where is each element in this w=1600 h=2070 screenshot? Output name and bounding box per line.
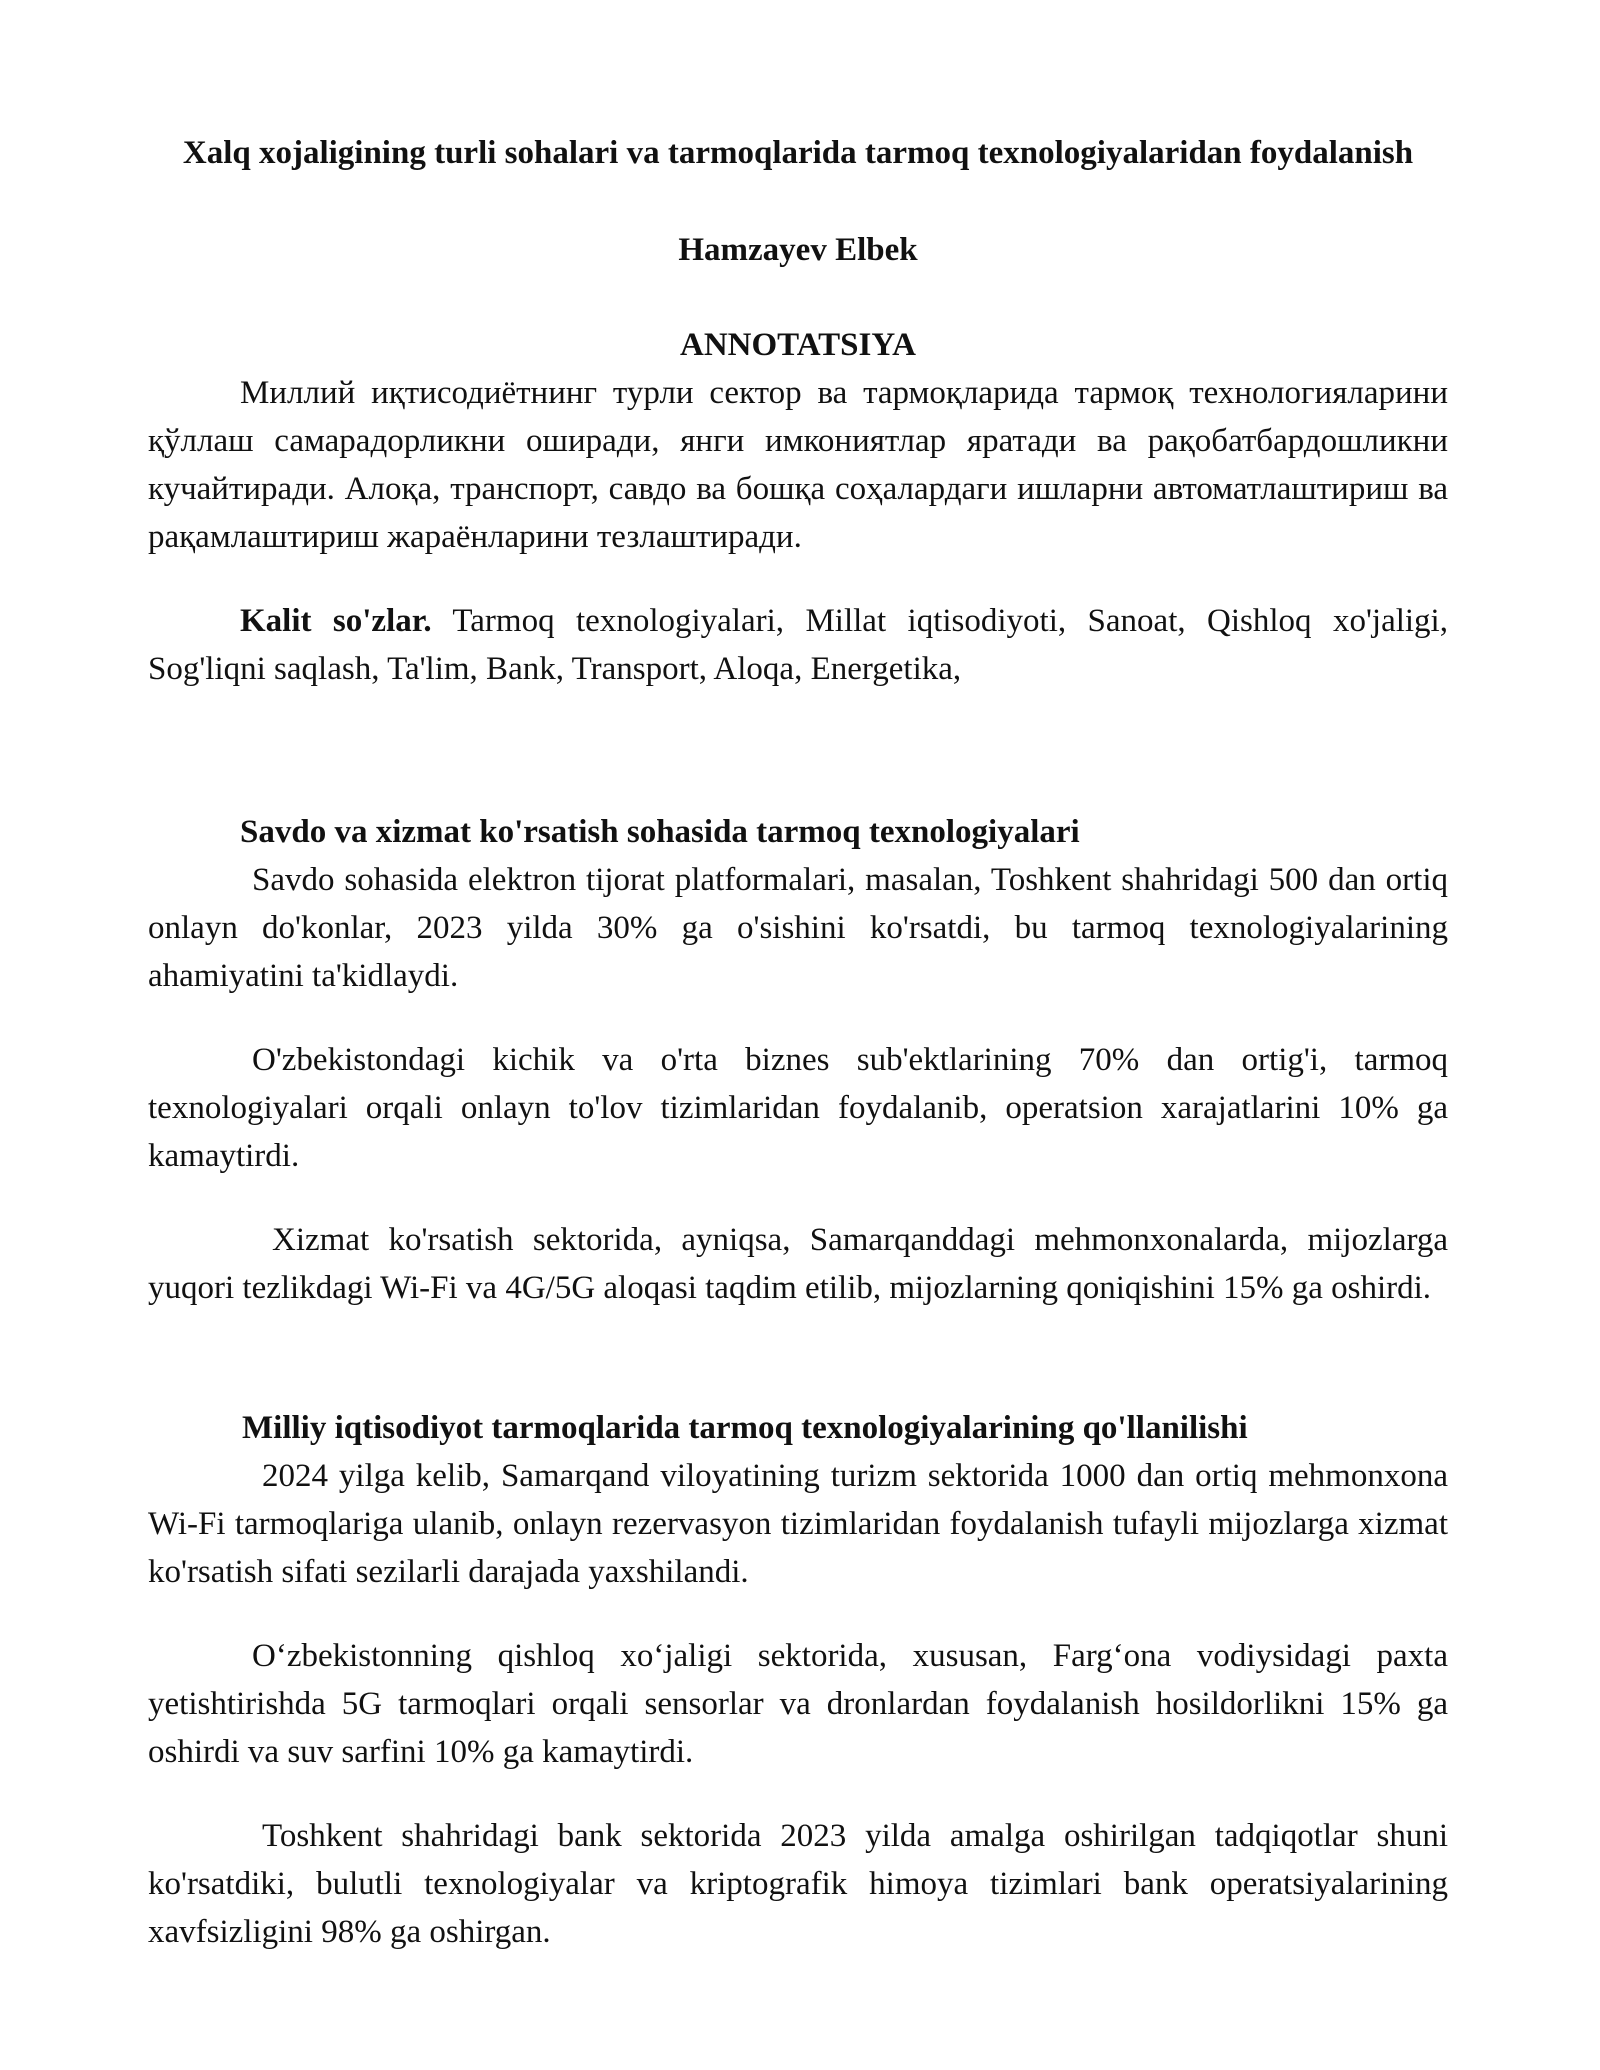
- abstract-text: Миллий иқтисодиётнинг турли сектор ва тармоқларида тармоқ технологияларини қўллаш самарадорликни оширади, янги имкониятлар яратади ва рақобатбардошликни кучайтиради. Алоқа, транспорт, савдо ва бошқа соҳалардаги ишларни автоматлаштириш ва рақамлаштириш жараёнларини тезлаштиради.: [148, 375, 1448, 555]
- abstract-heading: ANNOTATSIYA: [680, 327, 916, 363]
- keywords-text: Tarmoq texnologiyalari, Millat iqtisodiyoti, Sanoat, Qishloq xo'jaligi, Sog'liqni saqlash, Ta'lim, Bank, Transport, Aloqa, Energetika,: [148, 603, 1448, 687]
- paper-title: Xalq xojaligining turli sohalari va tarmoqlarida tarmoq texnologiyalaridan foydalanish: [182, 135, 1414, 171]
- keywords-paragraph: [148, 597, 1448, 693]
- section-2-paragraph-2: O‘zbekistonning qishloq xo‘jaligi sektorida, xususan, Farg‘ona vodiysidagi paxta yetishtirishda 5G tarmoqlari orqali sensorlar va dronlardan foydalanish hosildorlikni 15% ga oshirdi va suv sarfini 10% ga kamaytirdi.: [148, 1638, 1448, 1770]
- section-heading-trade-services: Savdo va xizmat ko'rsatish sohasida tarmoq texnologiyalari: [240, 814, 1080, 850]
- section-heading-national-economy: Milliy iqtisodiyot tarmoqlarida tarmoq texnologiyalarining qo'llanilishi: [242, 1410, 1248, 1446]
- keywords-label: Kalit so'zlar.: [240, 603, 432, 639]
- section-2-paragraph-1: 2024 yilga kelib, Samarqand viloyatining turizm sektorida 1000 dan ortiq mehmonxona Wi-Fi tarmoqlariga ulanib, onlayn rezervasyon tizimlaridan foydalanish tufayli mijozlarga xizmat ko'rsatish sifati sezilarli darajada yaxshilandi.: [148, 1458, 1448, 1590]
- section-1-paragraph-2: O'zbekistondagi kichik va o'rta biznes sub'ektlarining 70% dan ortig'i, tarmoq texnologiyalari orqali onlayn to'lov tizimlaridan foydalanib, operatsion xarajatlarini 10% ga kamaytirdi.: [148, 1042, 1448, 1174]
- section-1-paragraph-3: Xizmat ko'rsatish sektorida, ayniqsa, Samarqanddagi mehmonxonalarda, mijozlarga yuqori tezlikdagi Wi-Fi va 4G/5G aloqasi taqdim etilib, mijozlarning qoniqishini 15% ga oshirdi.: [148, 1222, 1448, 1306]
- author-name: Hamzayev Elbek: [678, 232, 918, 268]
- section-1-paragraph-1: Savdo sohasida elektron tijorat platformalari, masalan, Toshkent shahridagi 500 dan ortiq onlayn do'konlar, 2023 yilda 30% ga o'sishini ko'rsatdi, bu tarmoq texnologiyalarining ahamiyatini ta'kidlaydi.: [148, 862, 1448, 994]
- document-page: [148, 130, 1448, 1956]
- section-2-paragraph-3: Toshkent shahridagi bank sektorida 2023 yilda amalga oshirilgan tadqiqotlar shuni ko'rsatdiki, bulutli texnologiyalar va kriptografik himoya tizimlari bank operatsiyalarining xavfsizligini 98% ga oshirgan.: [148, 1818, 1448, 1950]
